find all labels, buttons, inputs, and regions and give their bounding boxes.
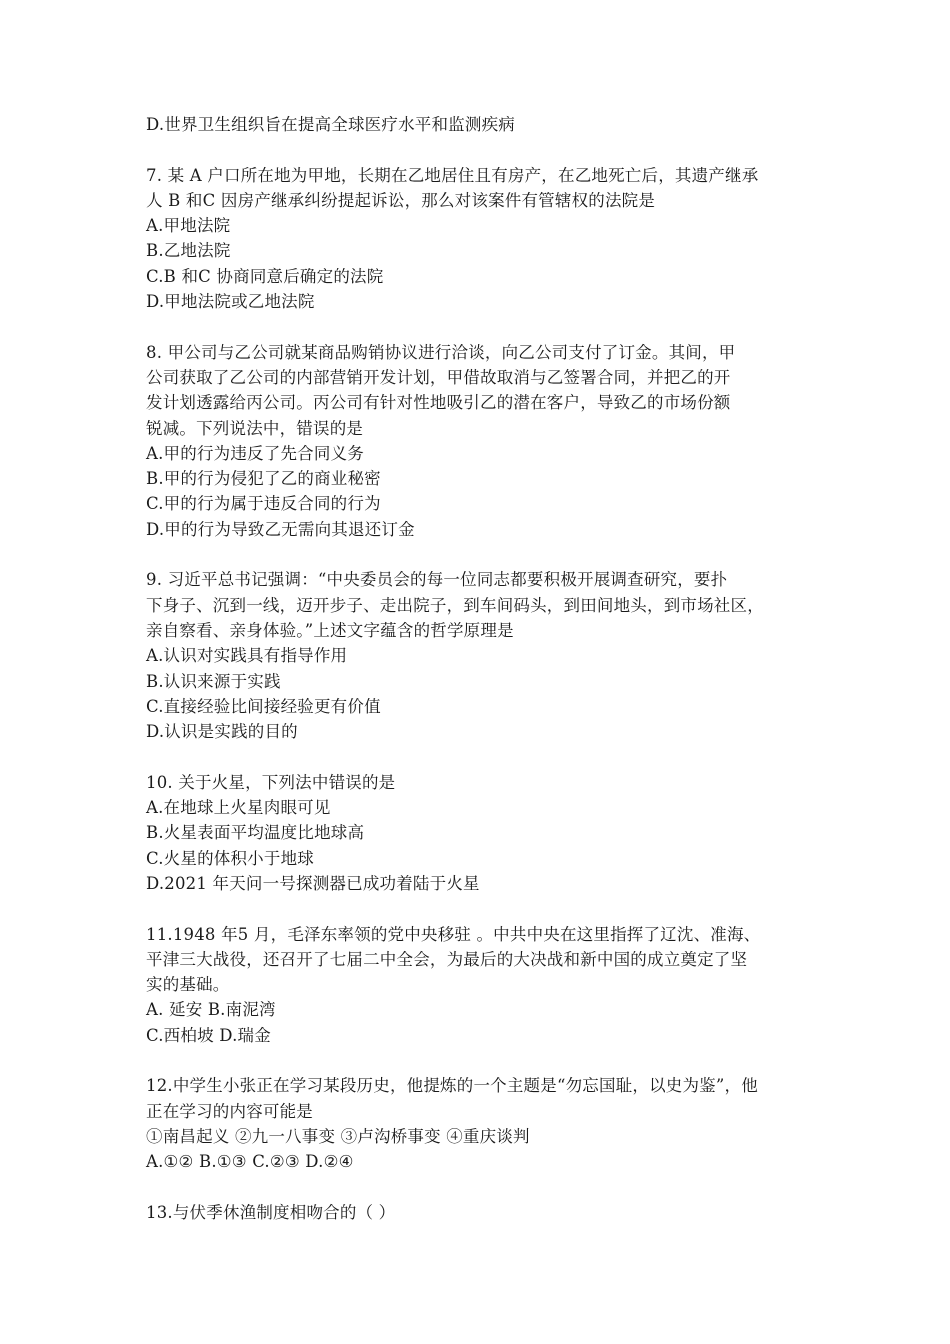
- question-stem-line: 8. 甲公司与乙公司就某商品购销协议进行洽谈，向乙公司支付了订金。其间，甲: [146, 342, 736, 362]
- question-stem-line: 亲自察看、亲身体验。”上述文字蕴含的哲学原理是: [146, 620, 514, 640]
- option-d: D.世界卫生组织旨在提高全球医疗水平和监测疾病: [146, 115, 515, 134]
- question-11: [146, 922, 826, 1048]
- spacer: [146, 744, 826, 769]
- option-d: D.甲的行为导致乙无需向其退还订金: [146, 519, 415, 539]
- options-row: A.①② B.①③ C.②③ D.②④: [146, 1152, 354, 1172]
- option-a: A.认识对实践具有指导作用: [146, 646, 348, 666]
- question-stem-line: 公司获取了乙公司的内部营销开发计划，甲借故取消与乙签署合同，并把乙的开: [146, 367, 731, 387]
- question-choices-line: ①南昌起义 ②九一八事变 ③卢沟桥事变 ④重庆谈判: [146, 1126, 530, 1146]
- option-b: B.认识来源于实践: [146, 671, 281, 691]
- question-stem-line: 实的基础。: [146, 975, 230, 995]
- spacer: [146, 1048, 826, 1073]
- question-12: [146, 1073, 826, 1174]
- option-d: D.2021 年天问一号探测器已成功着陆于火星: [146, 873, 480, 893]
- question-10: [146, 770, 826, 896]
- spacer: [146, 896, 826, 921]
- question-stem-line: 平津三大战役，还召开了七届二中全会，为最后的大决战和新中国的成立奠定了坚: [146, 949, 748, 969]
- question-9: [146, 567, 826, 744]
- spacer: [146, 137, 826, 162]
- question-stem-line: 9. 习近平总书记强调：“中央委员会的每一位同志都要积极开展调查研究，要扑: [146, 570, 728, 590]
- spacer: [146, 1174, 826, 1199]
- spacer: [146, 314, 826, 339]
- question-stem-line: 12.中学生小张正在学习某段历史，他提炼的一个主题是“勿忘国耻，以史为鉴”，他: [146, 1076, 758, 1096]
- question-stem-line: 10. 关于火星，下列法中错误的是: [146, 772, 396, 792]
- question-stem-line: 发计划透露给丙公司。丙公司有针对性地吸引乙的潜在客户，导致乙的市场份额: [146, 393, 731, 413]
- option-b: B.乙地法院: [146, 241, 231, 261]
- option-d: D.认识是实践的目的: [146, 722, 298, 742]
- question-stem-line: 正在学习的内容可能是: [146, 1101, 313, 1121]
- option-c: C.B 和C 协商同意后确定的法院: [146, 266, 384, 286]
- question-13: [146, 1200, 826, 1225]
- option-b: B.火星表面平均温度比地球高: [146, 823, 365, 843]
- option-d: D.甲地法院或乙地法院: [146, 292, 315, 312]
- question-stem-line: 人 B 和C 因房产继承纠纷提起诉讼，那么对该案件有管辖权的法院是: [146, 190, 656, 210]
- option-a: A.甲的行为违反了先合同义务: [146, 443, 364, 463]
- question-stem-line: 13.与伏季休渔制度相吻合的（ ）: [146, 1202, 396, 1222]
- spacer: [146, 542, 826, 567]
- question-7: [146, 163, 826, 315]
- question-8: [146, 340, 826, 542]
- option-c: C.直接经验比间接经验更有价值: [146, 696, 381, 716]
- question-6-tail: [146, 112, 826, 137]
- question-stem-line: 锐减。下列说法中，错误的是: [146, 418, 364, 438]
- options-row: A. 延安 B.南泥湾: [146, 1000, 276, 1020]
- option-a: A.在地球上火星肉眼可见: [146, 798, 331, 818]
- document-page: [146, 112, 826, 1225]
- option-c: C.甲的行为属于违反合同的行为: [146, 494, 381, 514]
- question-stem-line: 下身子、沉到一线，迈开步子、走出院子，到车间码头，到田间地头，到市场社区，: [146, 595, 764, 615]
- option-b: B.甲的行为侵犯了乙的商业秘密: [146, 469, 381, 489]
- question-stem-line: 11.1948 年5 月，毛泽东率领的党中央移驻 。中共中央在这里指挥了辽沈、准海、: [146, 924, 761, 944]
- option-c: C.火星的体积小于地球: [146, 848, 314, 868]
- question-stem-line: 7. 某 A 户口所在地为甲地，长期在乙地居住且有房产，在乙地死亡后，其遗产继承: [146, 165, 759, 185]
- options-row: C.西柏坡 D.瑞金: [146, 1025, 271, 1045]
- option-a: A.甲地法院: [146, 216, 231, 236]
